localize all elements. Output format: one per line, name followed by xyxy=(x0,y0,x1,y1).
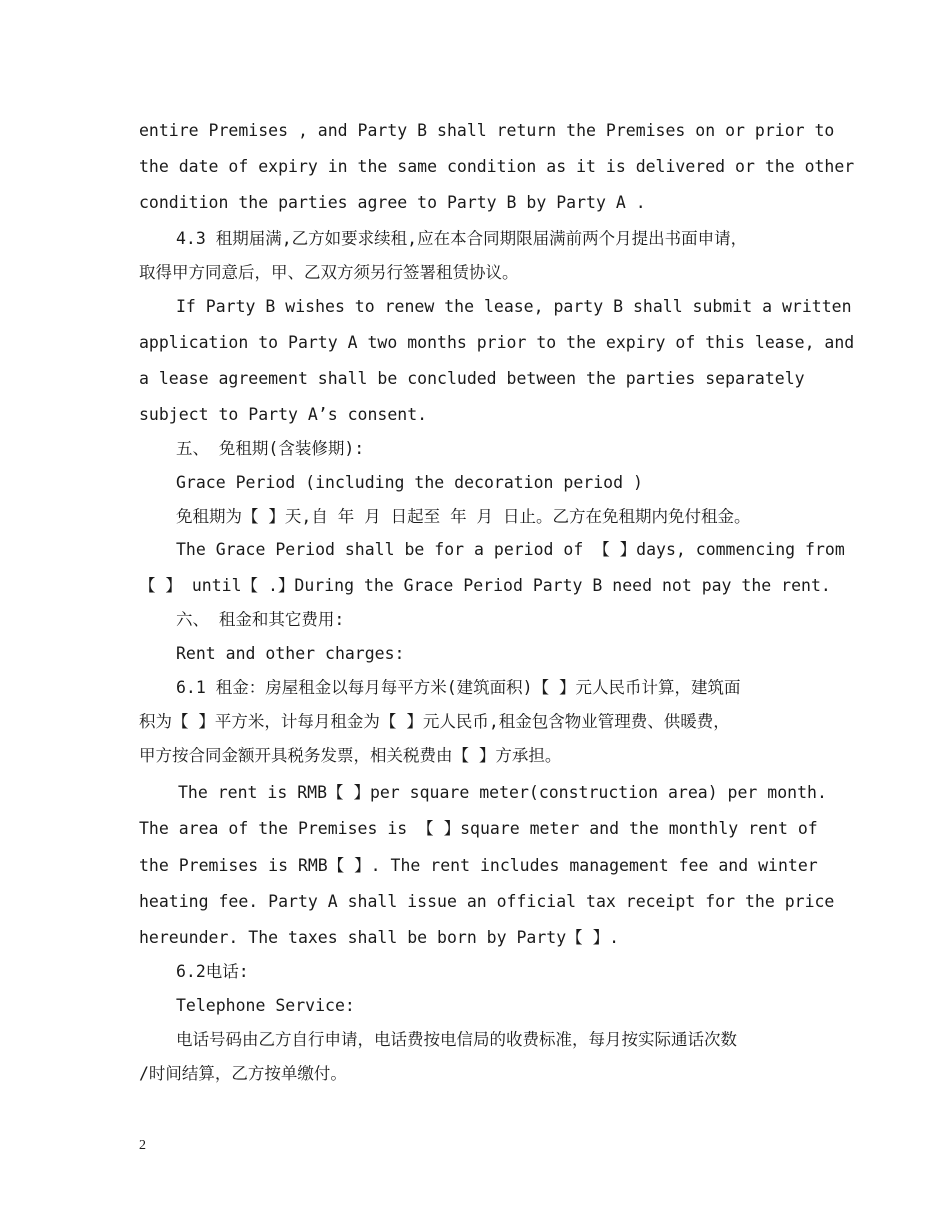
text-line: Rent and other charges: xyxy=(176,644,405,663)
text-line: the Premises is RMB【 】. The rent includes management fee and winter xyxy=(139,856,818,875)
text-line: heating fee. Party A shall issue an official tax receipt for the price xyxy=(139,892,835,911)
text-line: 6.1 租金：房屋租金以每月每平方米(建筑面积)【 】元人民币计算，建筑面 xyxy=(176,678,741,697)
text-line: 免租期为【 】天,自 年 月 日起至 年 月 日止。乙方在免租期内免付租金。 xyxy=(176,507,751,526)
text-line: 积为【 】平方米，计每月租金为【 】元人民币,租金包含物业管理费、供暖费， xyxy=(139,712,730,731)
text-line: application to Party A two months prior to the expiry of this lease, and xyxy=(139,333,855,352)
section-heading: 五、 免租期(含装修期): xyxy=(176,439,365,458)
text-line: The Grace Period shall be for a period of 【 】days, commencing from xyxy=(176,540,845,559)
text-line: 4.3 租期届满,乙方如要求续租,应在本合同期限届满前两个月提出书面申请， xyxy=(176,229,748,248)
text-line: the date of expiry in the same condition as it is delivered or the other xyxy=(139,157,855,176)
text-line: 电话号码由乙方自行申请，电话费按电信局的收费标准，每月按实际通话次数 xyxy=(176,1030,737,1049)
section-heading: 六、 租金和其它费用: xyxy=(176,610,345,629)
text-line: subject to Party A’s consent. xyxy=(139,405,428,424)
text-line: If Party B wishes to renew the lease, party B shall submit a written xyxy=(176,297,852,316)
text-line: hereunder. The taxes shall be born by Party【 】. xyxy=(139,928,620,947)
page-number: 2 xyxy=(139,1138,146,1153)
section-heading: 6.2电话: xyxy=(176,962,249,981)
text-line: 甲方按合同金额开具税务发票，相关税费由【 】方承担。 xyxy=(139,746,562,765)
text-line: /时间结算，乙方按单缴付。 xyxy=(139,1064,347,1083)
text-line: The area of the Premises is 【 】square meter and the monthly rent of xyxy=(139,819,818,838)
text-line: condition the parties agree to Party B by Party A . xyxy=(139,193,646,212)
text-line: a lease agreement shall be concluded between the parties separately xyxy=(139,369,805,388)
text-line: The rent is RMB【 】per square meter(construction area) per month. xyxy=(178,783,827,802)
text-line: 取得甲方同意后，甲、乙双方须另行签署租赁协议。 xyxy=(139,263,519,282)
text-line: Telephone Service: xyxy=(176,996,355,1015)
text-line: entire Premises , and Party B shall return the Premises on or prior to xyxy=(139,121,835,140)
text-line: Grace Period (including the decoration period ) xyxy=(176,473,643,492)
text-line: 【 】 until【 .】During the Grace Period Party B need not pay the rent. xyxy=(139,576,831,595)
